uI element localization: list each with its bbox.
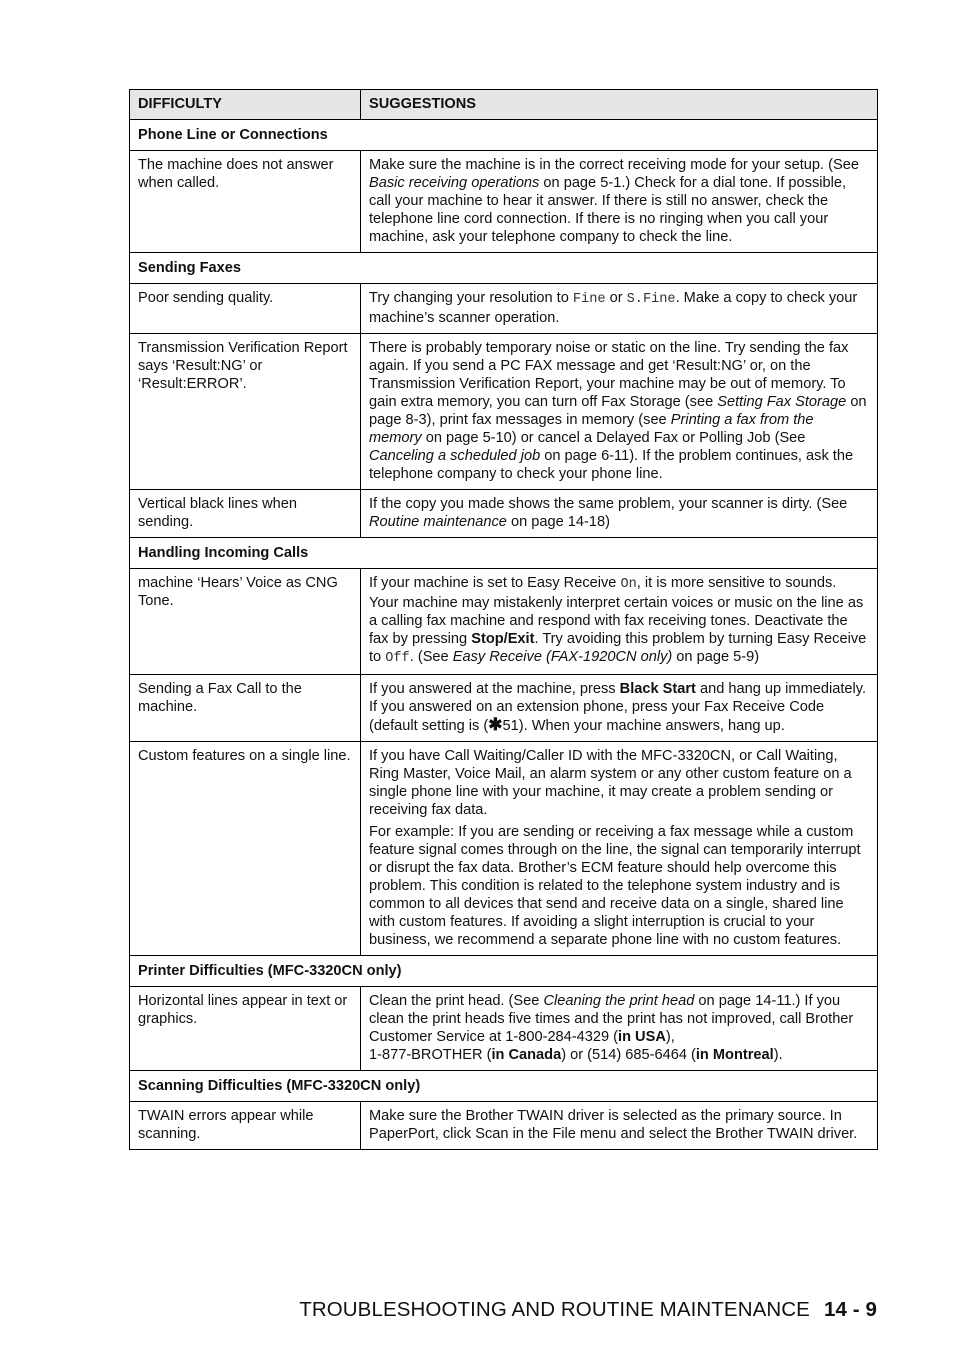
difficulty-cell: machine ‘Hears’ Voice as CNG Tone. [130, 569, 361, 675]
suggestion-cell: Make sure the machine is in the correct receiving mode for your setup. (See Basic receiving operations on page 5-1.) Check for a dial tone. If possible, call your machine to hear it answer. If there is still no answer, check the telephone line cord connection. If there is no ringing when you call your machine, ask your telephone company to check the line. [361, 151, 878, 253]
star-key-icon: ✱ [488, 715, 503, 734]
table-row [130, 1102, 878, 1150]
section-row-printer [130, 956, 878, 987]
table-row [130, 334, 878, 490]
suggestion-cell: Clean the print head. (See Cleaning the print head on page 14-11.) If you clean the print heads five times and the print has not improved, call Brother Customer Service at 1-800-284-4329 (in USA), 1-877-BROTHER (in Canada) or (514) 685-6464 (in Montreal). [361, 987, 878, 1071]
suggestion-cell: If you answered at the machine, press Black Start and hang up immediately. If you answered on an extension phone, press your Fax Receive Code (default setting is (✱51). When your machine answers, hang up. [361, 675, 878, 742]
difficulty-cell: Horizontal lines appear in text or graphics. [130, 987, 361, 1071]
difficulty-cell: Custom features on a single line. [130, 742, 361, 956]
suggestion-cell: There is probably temporary noise or static on the line. Try sending the fax again. If you send a PC FAX message and get ‘Result:NG’ or, on the Transmission Verification Report, your machine may be out of memory. To gain extra memory, you can turn off Fax Storage (see Setting Fax Storage on page 8-3), print fax messages in memory (see Printing a fax from the memory on page 5-10) or cancel a Delayed Fax or Polling Job (See Canceling a scheduled job on page 6-11). If the problem continues, ask the telephone company to check your phone line. [361, 334, 878, 490]
suggestion-cell: If your machine is set to Easy Receive On, it is more sensitive to sounds. Your machine may mistakenly interpret certain voices or music on the line as a calling fax machine and respond with fax receiving tones. Deactivate the fax by pressing Stop/Exit. Try avoiding this problem by turning Easy Receive to Off. (See Easy Receive (FAX-1920CN only) on page 5-9) [361, 569, 878, 675]
section-title: Phone Line or Connections [130, 120, 878, 151]
chapter-title: TROUBLESHOOTING AND ROUTINE MAINTENANCE [299, 1298, 810, 1321]
section-title: Printer Difficulties (MFC-3320CN only) [130, 956, 878, 987]
table-row [130, 490, 878, 538]
page-number: 14 - 9 [823, 1298, 877, 1321]
suggestion-cell: Try changing your resolution to Fine or S.Fine. Make a copy to check your machine’s scanner operation. [361, 284, 878, 334]
section-row-phone [130, 120, 878, 151]
table-row [130, 569, 878, 675]
difficulty-cell: Vertical black lines when sending. [130, 490, 361, 538]
table-row [130, 151, 878, 253]
page-footer [299, 1298, 877, 1322]
suggestions-column-header: SUGGESTIONS [361, 90, 878, 120]
table-row [130, 284, 878, 334]
section-row-incoming [130, 538, 878, 569]
section-row-sending [130, 253, 878, 284]
section-title: Sending Faxes [130, 253, 878, 284]
suggestion-cell: If the copy you made shows the same problem, your scanner is dirty. (See Routine maintenance on page 14-18) [361, 490, 878, 538]
difficulty-cell: TWAIN errors appear while scanning. [130, 1102, 361, 1150]
table-row [130, 987, 878, 1071]
difficulty-cell: Transmission Verification Report says ‘Result:NG’ or ‘Result:ERROR’. [130, 334, 361, 490]
table-header-row [130, 90, 878, 120]
section-title: Scanning Difficulties (MFC-3320CN only) [130, 1071, 878, 1102]
suggestion-cell: Make sure the Brother TWAIN driver is selected as the primary source. In PaperPort, click Scan in the File menu and select the Brother TWAIN driver. [361, 1102, 878, 1150]
suggestion-paragraph: For example: If you are sending or receiving a fax message while a custom feature signal comes through on the line, the signal can temporarily interrupt or disrupt the fax data. Brother’s ECM feature should help overcome this problem. This condition is related to the telephone system industry and is common to all devices that send and receive data on a single, shared line with custom features. If avoiding a slight interruption is crucial to your business, we recommend a separate phone line with no custom features. [369, 824, 861, 948]
suggestion-cell [361, 742, 878, 956]
difficulty-cell: Sending a Fax Call to the machine. [130, 675, 361, 742]
difficulty-cell: The machine does not answer when called. [130, 151, 361, 253]
table-row [130, 742, 878, 956]
troubleshooting-table [129, 89, 878, 1150]
table-row [130, 675, 878, 742]
difficulty-cell: Poor sending quality. [130, 284, 361, 334]
suggestion-paragraph: If you have Call Waiting/Caller ID with the MFC-3320CN, or Call Waiting, Ring Master, Voice Mail, an alarm system or any other custom feature on a single phone line with your machine, it may create a problem sending or receiving fax data. [369, 748, 852, 818]
section-row-scanning [130, 1071, 878, 1102]
section-title: Handling Incoming Calls [130, 538, 878, 569]
difficulty-column-header: DIFFICULTY [130, 90, 361, 120]
